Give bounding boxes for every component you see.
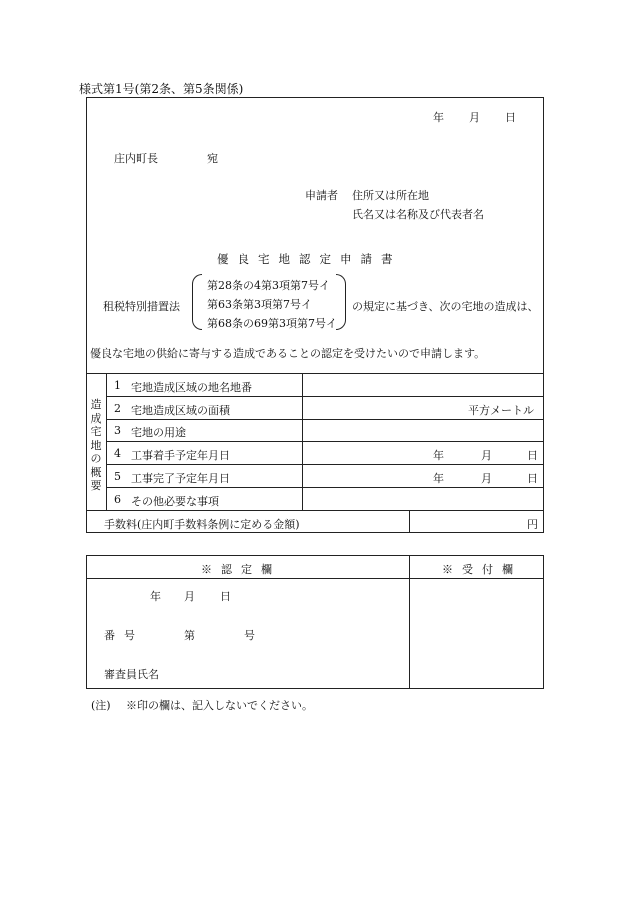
examiner-label: 審査員氏名 — [104, 668, 159, 681]
applicant-name-label: 氏名又は名称及び代表者名 — [352, 208, 484, 221]
certification-date-year: 年 — [150, 590, 161, 603]
certification-header: ※認定欄 — [201, 563, 281, 576]
form-number: 様式第1号(第2条、第5条関係) — [79, 82, 244, 96]
row-label: 工事完了予定年月日 — [131, 472, 230, 485]
date-day-label: 日 — [505, 111, 516, 124]
fee-divider — [409, 510, 410, 533]
row-number: 2 — [114, 402, 121, 415]
fee-row-top-border — [86, 510, 544, 511]
completion-date-year: 年 — [433, 472, 444, 485]
row-label: 宅地造成区域の地名地番 — [131, 381, 252, 394]
row-number: 6 — [114, 493, 121, 506]
form-title: 優良宅地認定申請書 — [217, 252, 402, 266]
date-month-label: 月 — [469, 111, 480, 124]
note-label: (注) — [91, 699, 111, 712]
addressee-name: 庄内町長 — [114, 152, 158, 165]
left-brace — [192, 274, 202, 330]
start-date-day: 日 — [527, 449, 538, 462]
certification-number-prefix: 第 — [184, 629, 195, 642]
certification-number-suffix: 号 — [244, 629, 255, 642]
applicant-label: 申請者 — [305, 189, 338, 202]
row-number: 4 — [114, 447, 121, 460]
row-label: その他必要な事項 — [131, 495, 219, 508]
law-article-option: 第63条第3項第7号イ — [207, 298, 312, 311]
completion-date-month: 月 — [481, 472, 492, 485]
law-suffix: の規定に基づき、次の宅地の造成は、 — [352, 300, 539, 313]
certification-number-label: 番号 — [104, 629, 144, 642]
table-top-border — [86, 373, 544, 374]
overview-vertical-label: 造成宅地の概要 — [90, 398, 102, 492]
row-divider — [106, 396, 544, 397]
law-article-option: 第68条の69第3項第7号イ — [207, 317, 337, 330]
certification-date-month: 月 — [184, 590, 195, 603]
certification-date-day: 日 — [220, 590, 231, 603]
row-number: 1 — [114, 379, 121, 392]
completion-date-day: 日 — [527, 472, 538, 485]
row-divider — [106, 441, 544, 442]
start-date-year: 年 — [433, 449, 444, 462]
row-divider — [106, 419, 544, 420]
row-divider — [106, 464, 544, 465]
row-label: 工事着手予定年月日 — [131, 449, 230, 462]
date-year-label: 年 — [433, 111, 444, 124]
area-unit[interactable]: 平方メートル — [468, 404, 534, 417]
addressee-honorific: 宛 — [207, 152, 218, 165]
start-date-month: 月 — [481, 449, 492, 462]
right-brace — [336, 274, 346, 330]
fee-label: 手数料(庄内町手数料条例に定める金額) — [104, 518, 300, 531]
row-number: 3 — [114, 424, 121, 437]
request-text: 優良な宅地の供給に寄与する造成であることの認定を受けたいので申請します。 — [90, 347, 486, 360]
reception-header: ※受付欄 — [442, 563, 522, 576]
note-text: ※印の欄は、記入しないでください。 — [126, 699, 313, 712]
official-use-header-border — [86, 578, 544, 579]
official-use-divider — [409, 555, 410, 689]
law-name: 租税特別措置法 — [103, 300, 180, 313]
fee-unit: 円 — [527, 518, 538, 531]
applicant-address-label: 住所又は所在地 — [352, 189, 429, 202]
law-article-option: 第28条の4第3項第7号イ — [207, 279, 330, 292]
row-number: 5 — [114, 470, 121, 483]
row-label: 宅地造成区域の面積 — [131, 404, 230, 417]
row-divider — [106, 487, 544, 488]
row-label: 宅地の用途 — [131, 426, 186, 439]
